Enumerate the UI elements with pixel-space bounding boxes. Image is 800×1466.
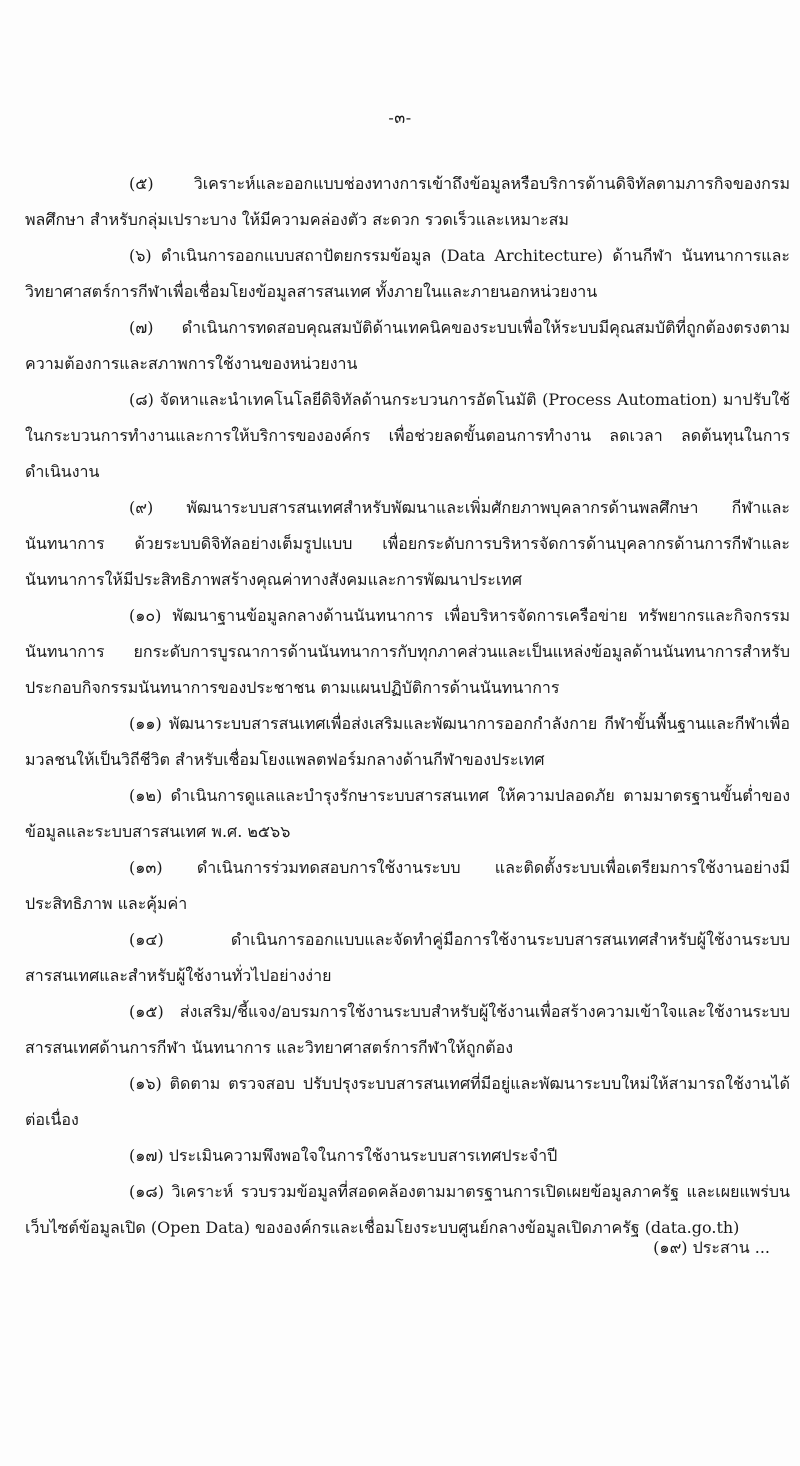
paragraph-item-14: (๑๔) ดำเนินการออกแบบและจัดทำคู่มือการใช้งานระบบสารสนเทศสำหรับผู้ใช้งานระบบสารสนเทศและสำหรับผู้ใช้งานทั่วไปอย่างง่าย [25, 930, 790, 985]
page-number: -๓- [388, 108, 412, 127]
continuation-note: (๑๙) ประสาน ... [653, 1238, 770, 1257]
document-body [25, 166, 790, 1246]
paragraph-item-16: (๑๖) ติดตาม ตรวจสอบ ปรับปรุงระบบสารสนเทศที่มีอยู่และพัฒนาระบบใหม่ให้สามารถใช้งานได้ต่อเนื่อง [25, 1074, 790, 1129]
paragraph-item-15: (๑๕) ส่งเสริม/ชี้แจง/อบรมการใช้งานระบบสำหรับผู้ใช้งานเพื่อสร้างความเข้าใจและใช้งานระบบสารสนเทศด้านการกีฬา นันทนาการ และวิทยาศาสตร์การกีฬาให้ถูกต้อง [25, 1002, 790, 1057]
paragraph-item-10: (๑๐) พัฒนาฐานข้อมูลกลางด้านนันทนาการ เพื่อบริหารจัดการเครือข่าย ทรัพยากรและกิจกรรมนันทนาการ ยกระดับการบูรณาการด้านนันทนาการกับทุกภาคส่วนและเป็นแหล่งข้อมูลด้านนันทนาการสำหรับประกอบกิจกรรมนันทนาการของประชาชน ตามแผนปฏิบัติการด้านนันทนาการ [25, 606, 790, 697]
paragraph-item-7: (๗) ดำเนินการทดสอบคุณสมบัติด้านเทคนิคของระบบเพื่อให้ระบบมีคุณสมบัติที่ถูกต้องตรงตามความต้องการและสภาพการใช้งานของหน่วยงาน [25, 318, 790, 373]
paragraph-item-13: (๑๓) ดำเนินการร่วมทดสอบการใช้งานระบบ และติดตั้งระบบเพื่อเตรียมการใช้งานอย่างมีประสิทธิภาพ และคุ้มค่า [25, 858, 790, 913]
paragraph-item-6: (๖) ดำเนินการออกแบบสถาปัตยกรรมข้อมูล (Data Architecture) ด้านกีฬา นันทนาการและวิทยาศาสตร์การกีฬาเพื่อเชื่อมโยงข้อมูลสารสนเทศ ทั้งภายในและภายนอกหน่วยงาน [25, 246, 790, 301]
paragraph-item-5: (๕) วิเคราะห์และออกแบบช่องทางการเข้าถึงข้อมูลหรือบริการด้านดิจิทัลตามภารกิจของกรมพลศึกษา สำหรับกลุ่มเปราะบาง ให้มีความคล่องตัว สะดวก รวดเร็วและเหมาะสม [25, 174, 790, 229]
paragraph-item-8: (๘) จัดหาและนำเทคโนโลยีดิจิทัลด้านกระบวนการอัตโนมัติ (Process Automation) มาปรับใช้ในกระบวนการทำงานและการให้บริการขององค์กร เพื่อช่วยลดขั้นตอนการทำงาน ลดเวลา ลดต้นทุนในการดำเนินงาน [25, 390, 790, 481]
paragraph-item-17: (๑๗) ประเมินความพึงพอใจในการใช้งานระบบสารเทศประจำปี [129, 1146, 558, 1165]
paragraph-item-9: (๙) พัฒนาระบบสารสนเทศสำหรับพัฒนาและเพิ่มศักยภาพบุคลากรด้านพลศึกษา กีฬาและนันทนาการ ด้วยระบบดิจิทัลอย่างเต็มรูปแบบ เพื่อยกระดับการบริหารจัดการด้านบุคลากรด้านการกีฬาและนันทนาการให้มีประสิทธิภาพสร้างคุณค่าทางสังคมและการพัฒนาประเทศ [25, 498, 790, 589]
paragraph-item-12: (๑๒) ดำเนินการดูแลและบำรุงรักษาระบบสารสนเทศ ให้ความปลอดภัย ตามมาตรฐานขั้นต่ำของข้อมูลและระบบสารสนเทศ พ.ศ. ๒๕๖๖ [25, 786, 790, 841]
paragraph-item-18: (๑๘) วิเคราะห์ รวบรวมข้อมูลที่สอดคล้องตามมาตรฐานการเปิดเผยข้อมูลภาครัฐ และเผยแพร่บนเว็บไซต์ข้อมูลเปิด (Open Data) ขององค์กรและเชื่อมโยงระบบศูนย์กลางข้อมูลเปิดภาครัฐ (data.go.th) [25, 1182, 790, 1237]
paragraph-item-11: (๑๑) พัฒนาระบบสารสนเทศเพื่อส่งเสริมและพัฒนาการออกกำลังกาย กีฬาขั้นพื้นฐานและกีฬาเพื่อมวลชนให้เป็นวิถีชีวิต สำหรับเชื่อมโยงแพลตฟอร์มกลางด้านกีฬาของประเทศ [25, 714, 790, 769]
